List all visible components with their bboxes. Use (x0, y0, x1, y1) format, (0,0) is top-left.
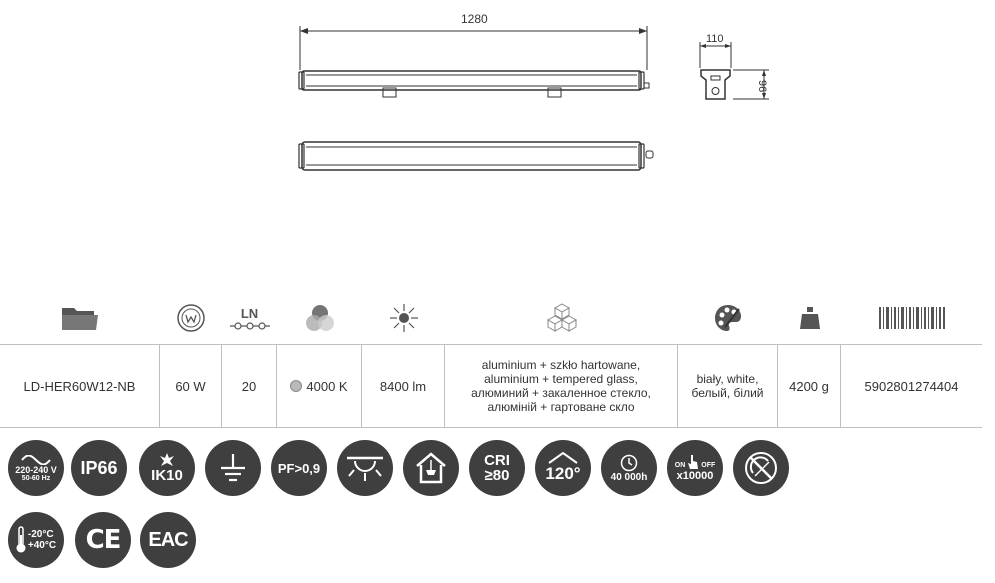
cct-value: 4000 K (306, 378, 348, 394)
clock-icon (620, 454, 638, 472)
lifetime-badge (601, 440, 657, 496)
technical-drawing (0, 0, 995, 200)
light-direction-badge (337, 440, 393, 496)
cct-dot-icon (290, 380, 302, 392)
model-code: LD-HER60W12-NB (0, 345, 160, 427)
barcode-icon (841, 292, 982, 344)
spec-icon-row (0, 292, 982, 345)
color-palette-icon (678, 292, 778, 344)
ik-rating-badge (139, 440, 195, 496)
color-temperature-icon (277, 292, 362, 344)
ip-text: IP66 (80, 457, 118, 478)
eac-mark-badge (140, 512, 196, 568)
front-view (299, 142, 653, 170)
width-dimension: 110 (706, 33, 724, 45)
ground-icon (218, 452, 248, 484)
lumens-value: 8400 lm (362, 345, 445, 427)
length-dimension: 1280 (461, 12, 488, 26)
power-factor-badge (271, 440, 327, 496)
color-line: белый, білий (691, 386, 764, 400)
thermometer-icon (16, 526, 26, 554)
temperature-range-badge (8, 512, 64, 568)
voltage-text: 220-240 V (15, 464, 57, 475)
folder-icon (0, 292, 160, 344)
earth-class-badge (205, 440, 261, 496)
power-value: 60 W (160, 345, 222, 427)
material-cell (445, 345, 678, 427)
spec-table (0, 292, 982, 428)
color-cell (678, 345, 778, 427)
beam-angle-badge (535, 440, 591, 496)
switch-count: x10000 (676, 470, 714, 482)
cct-cell (277, 345, 362, 427)
eac-text: EAC (148, 528, 188, 551)
luminous-flux-icon (362, 292, 445, 344)
ln-label: LN (240, 305, 259, 321)
dimension-drawing (0, 0, 995, 200)
height-dimension: 96 (756, 80, 768, 93)
temp-max: +40°C (27, 540, 57, 551)
material-line: aluminium + tempered glass, (484, 372, 638, 386)
voltage-badge (8, 440, 64, 496)
material-line: алюміній + гартоване скло (487, 400, 635, 414)
ce-mark-badge (75, 512, 131, 568)
material-line: алюминий + закаленное стекло, (471, 386, 651, 400)
lifetime-text: 40 000h (610, 471, 648, 483)
ce-text: CE (85, 525, 121, 555)
ik-text: IK10 (151, 466, 183, 484)
ln-connector-icon (222, 292, 277, 344)
house-icon (414, 451, 448, 485)
cri-label: CRI (484, 451, 510, 469)
spec-value-row (0, 345, 982, 428)
material-line: aluminium + szkło hartowane, (481, 358, 641, 372)
frequency-text: 50-60 Hz (21, 474, 51, 482)
color-line: biały, white, (696, 372, 759, 386)
cri-badge (469, 440, 525, 496)
no-dimming-icon (741, 448, 781, 488)
beam-angle-icon (543, 452, 583, 464)
switch-on-label: ON (674, 462, 686, 469)
material-icon (445, 292, 678, 344)
sine-wave-icon (21, 455, 51, 465)
ean-code: 5902801274404 (864, 378, 959, 394)
downlight-icon (344, 453, 386, 483)
beam-angle-text: 120° (545, 464, 581, 483)
weight-icon (778, 292, 841, 344)
temp-min: -20°C (27, 529, 54, 540)
indoor-use-badge (403, 440, 459, 496)
quantity-value: 20 (222, 345, 277, 427)
power-icon (160, 292, 222, 344)
switch-off-label: OFF (701, 462, 716, 469)
side-view (299, 71, 649, 97)
weight-value: 4200 g (778, 345, 841, 427)
cri-value: ≥80 (484, 466, 510, 484)
hand-pointer-icon (687, 454, 699, 470)
impact-icon (159, 453, 175, 467)
pf-text: PF>0,9 (277, 460, 321, 476)
ip-rating-badge (71, 440, 127, 496)
not-dimmable-badge (733, 440, 789, 496)
switching-cycles-badge (667, 440, 723, 496)
